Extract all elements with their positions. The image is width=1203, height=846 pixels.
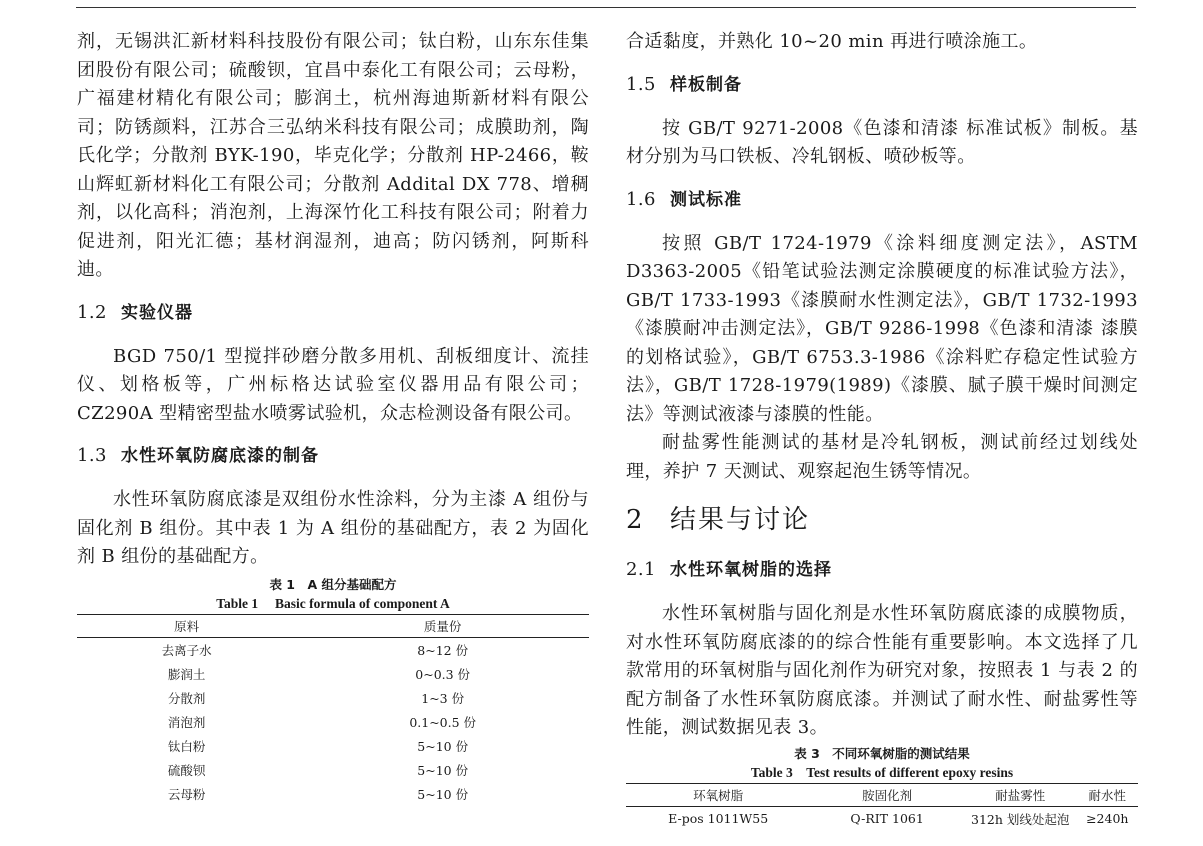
table-header-cell: 胺固化剂 xyxy=(810,783,964,806)
table-cell: 钛白粉 xyxy=(167,738,206,754)
table-cell: 膨润土 xyxy=(167,666,206,682)
table-cell: 5~10 份 xyxy=(417,738,469,754)
section-title: 测试标准 xyxy=(670,189,742,210)
table-header-cell: 耐水性 xyxy=(1077,783,1138,806)
section-number: 1.5 xyxy=(626,73,656,95)
continued-paragraph: 合适黏度，并熟化 10~20 min 再进行喷涂施工。 xyxy=(626,31,1038,52)
materials-paragraph: 剂，无锡洪汇新材料科技股份有限公司；钛白粉，山东东佳集团股份有限公司；硫酸钡，宜昌中泰化工有限公司；云母粉，广福建材精化有限公司；膨润土，杭州海迪斯新材料有限公司；防锈颜料，江苏合三弘纳米科技有限公司；成膜助剂，陶氏化学；分散剂 BYK-190，毕克化学；分散剂 HP-2466，鞍山辉虹新材料化工有限公司；分散剂 Addital DX 778、增稠剂，以化高科；消泡剂，上海深竹化工科技有限公司；附着力促进剂，阳光汇德；基材润湿剂，迪高；防闪锈剂，阿斯科迪。 xyxy=(77,31,589,280)
table-cell: 1~3 份 xyxy=(421,690,465,706)
section-title: 水性环氧防腐底漆的制备 xyxy=(121,446,319,466)
section-2-heading xyxy=(626,502,1138,538)
test-standards-paragraph: 按照 GB/T 1724-1979《涂料细度测定法》，ASTM D3363-2005《铅笔试验法测定涂膜硬度的标准试验方法》，GB/T 1733-1993《漆膜耐水性测定法》，GB/T 1732-1993《漆膜耐冲击测定法》，GB/T 9286-1998《色漆和清漆 漆膜的划格试验》，GB/T 6753.3-1986《涂料贮存稳定性试验方法》，GB/T 1728-1979(1989)《漆膜、腻子膜干燥时间测定法》等测试液漆与漆膜的性能。 xyxy=(626,232,1138,425)
table-header-row xyxy=(77,614,589,637)
table-cell: E-pos 1011W55 xyxy=(668,811,769,826)
table-header-cell: 耐盐雾性 xyxy=(964,783,1077,806)
table-cell: 分散剂 xyxy=(167,690,206,706)
table-cell: 8~12 份 xyxy=(417,642,469,658)
page-top-rule xyxy=(76,7,1136,8)
table-header-cell: 原料 xyxy=(77,614,296,637)
section-title: 样板制备 xyxy=(670,74,742,95)
table-header-cell: 质量份 xyxy=(296,614,589,637)
section-title: 实验仪器 xyxy=(121,302,193,323)
section-title: 水性环氧树脂的选择 xyxy=(670,560,832,580)
table-3 xyxy=(626,783,1138,831)
table-cell: 5~10 份 xyxy=(417,786,469,802)
section-title: 结果与讨论 xyxy=(670,505,811,535)
salt-spray-paragraph: 耐盐雾性能测试的基材是冷轧钢板，测试前经过划线处理，养护 7 天测试、观察起泡生锈等情况。 xyxy=(626,432,1138,482)
section-number: 2 xyxy=(626,505,645,535)
table-row xyxy=(77,686,589,710)
table-cell: 消泡剂 xyxy=(167,714,206,730)
table-header-cell: 环氧树脂 xyxy=(626,783,810,806)
section-1-5-heading xyxy=(626,71,1138,99)
left-column xyxy=(77,28,589,806)
section-1-3-heading xyxy=(77,442,589,470)
table-row xyxy=(77,734,589,758)
table-header-row xyxy=(626,783,1138,806)
table-row xyxy=(77,758,589,782)
preparation-paragraph: 水性环氧防腐底漆是双组份水性涂料，分为主漆 A 组份与固化剂 B 组份。其中表 1 为 A 组份的基础配方，表 2 为固化剂 B 组份的基础配方。 xyxy=(77,489,589,567)
table-cell: 0.1~0.5 份 xyxy=(409,714,477,730)
section-2-1-heading xyxy=(626,556,1138,584)
resin-selection-paragraph: 水性环氧树脂与固化剂是水性环氧防腐底漆的成膜物质，对水性环氧防腐底漆的的综合性能有重要影响。本文选择了几款常用的环氧树脂与固化剂作为研究对象，按照表 1 与表 2 的配方制备了水性环氧防腐底漆。并测试了耐水性、耐盐雾性等性能，测试数据见表 3。 xyxy=(626,603,1138,738)
table-3-caption-cn: 表 3 不同环氧树脂的测试结果 xyxy=(794,745,970,761)
table-cell: 云母粉 xyxy=(167,786,206,802)
right-column xyxy=(626,28,1138,831)
sample-preparation-paragraph: 按 GB/T 9271-2008《色漆和清漆 标准试板》制板。基材分别为马口铁板、冷轧钢板、喷砂板等。 xyxy=(626,117,1138,167)
table-1-caption-cn: 表 1 A 组分基础配方 xyxy=(269,576,397,592)
table-row xyxy=(77,782,589,806)
section-number: 1.6 xyxy=(626,188,656,210)
section-1-6-heading xyxy=(626,186,1138,214)
section-number: 1.3 xyxy=(77,445,107,466)
section-number: 1.2 xyxy=(77,301,107,323)
table-cell: 硫酸钡 xyxy=(167,762,206,778)
table-cell: 0~0.3 份 xyxy=(415,666,471,682)
table-1 xyxy=(77,614,589,806)
table-row xyxy=(77,637,589,662)
table-row xyxy=(77,710,589,734)
instruments-paragraph: BGD 750/1 型搅拌砂磨分散多用机、刮板细度计、流挂仪、划格板等，广州标格达试验室仪器用品有限公司； CZ290A 型精密型盐水喷雾试验机，众志检测设备有限公司。 xyxy=(77,345,589,424)
table-1-caption-en: Table 1 Basic formula of component A xyxy=(216,595,450,611)
section-number: 2.1 xyxy=(626,559,656,580)
section-1-2-heading xyxy=(77,299,589,327)
table-cell: Q-RIT 1061 xyxy=(850,811,924,826)
table-cell: ≥240h xyxy=(1086,811,1129,826)
table-row xyxy=(626,806,1138,831)
table-row xyxy=(77,662,589,686)
table-cell: 5~10 份 xyxy=(417,762,469,778)
table-3-caption-en: Table 3 Test results of different epoxy resins xyxy=(750,764,1014,780)
table-cell: 312h 划线处起泡 xyxy=(971,811,1070,827)
table-cell: 去离子水 xyxy=(161,642,212,658)
